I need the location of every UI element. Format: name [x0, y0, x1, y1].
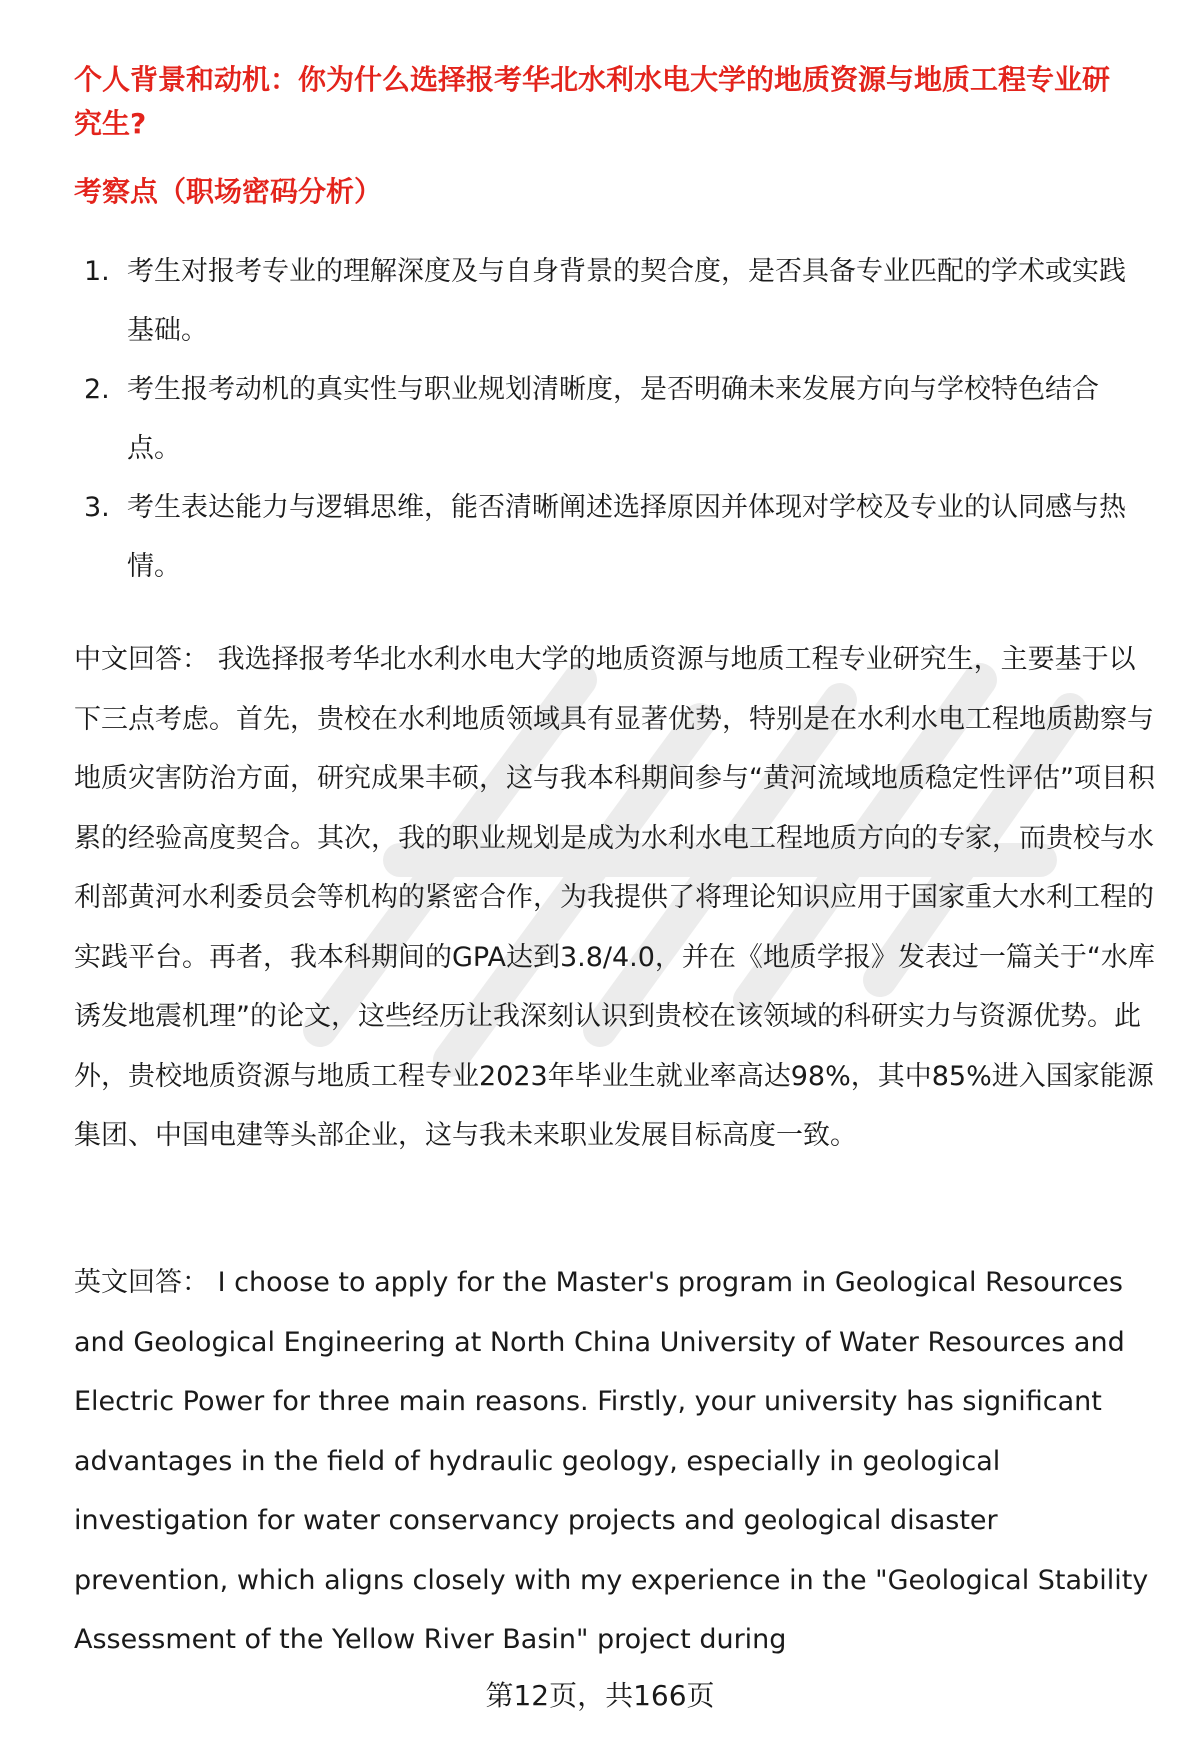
list-item [74, 242, 1134, 360]
assessment-points-list [74, 242, 1134, 596]
question-title: 个人背景和动机：你为什么选择报考华北水利水电大学的地质资源与地质工程专业研究生? [74, 63, 1111, 140]
list-item-text: 考生表达能力与逻辑思维，能否清晰阐述选择原因并体现对学校及专业的认同感与热情。 [127, 492, 1126, 582]
list-item-text: 考生报考动机的真实性与职业规划清晰度，是否明确未来发展方向与学校特色结合点。 [127, 374, 1099, 464]
chinese-answer [74, 630, 1159, 1166]
list-item [74, 478, 1134, 596]
english-answer [74, 1253, 1159, 1670]
list-item-number: 1. [84, 256, 110, 287]
section-heading: 考察点（职场密码分析） [74, 175, 383, 208]
english-answer-label: 英文回答： [74, 1267, 209, 1298]
page-number-footer: 第12页，共166页 [485, 1679, 715, 1712]
english-answer-text: I choose to apply for the Master's program in Geological Resources and Geological Engineering at North China University of Water Resources and Electric Power for three main reasons. Firstly, your university has significant advantages in the field of hydraulic geology, especially in geological investigation for water conservancy projects and geological disaster prevention, which aligns closely with my experience in the "Geological Stability Assessment of the Yellow River Basin" project during [74, 1267, 1149, 1655]
list-item [74, 360, 1134, 478]
list-item-text: 考生对报考专业的理解深度及与自身背景的契合度，是否具备专业匹配的学术或实践基础。 [127, 256, 1126, 346]
chinese-answer-label: 中文回答： [74, 644, 209, 675]
list-item-number: 3. [84, 492, 110, 523]
list-item-number: 2. [84, 374, 110, 405]
chinese-answer-text: 我选择报考华北水利水电大学的地质资源与地质工程专业研究生，主要基于以下三点考虑。首先，贵校在水利地质领域具有显著优势，特别是在水利水电工程地质勘察与地质灾害防治方面，研究成果丰硕，这与我本科期间参与“黄河流域地质稳定性评估”项目积累的经验高度契合。其次，我的职业规划是成为水利水电工程地质方向的专家，而贵校与水利部黄河水利委员会等机构的紧密合作，为我提供了将理论知识应用于国家重大水利工程的实践平台。再者，我本科期间的GPA达到3.8/4.0，并在《地质学报》发表过一篇关于“水库诱发地震机理”的论文，这些经历让我深刻认识到贵校在该领域的科研实力与资源优势。此外，贵校地质资源与地质工程专业2023年毕业生就业率高达98%，其中85%进入国家能源集团、中国电建等头部企业，这与我未来职业发展目标高度一致。 [74, 644, 1155, 1151]
